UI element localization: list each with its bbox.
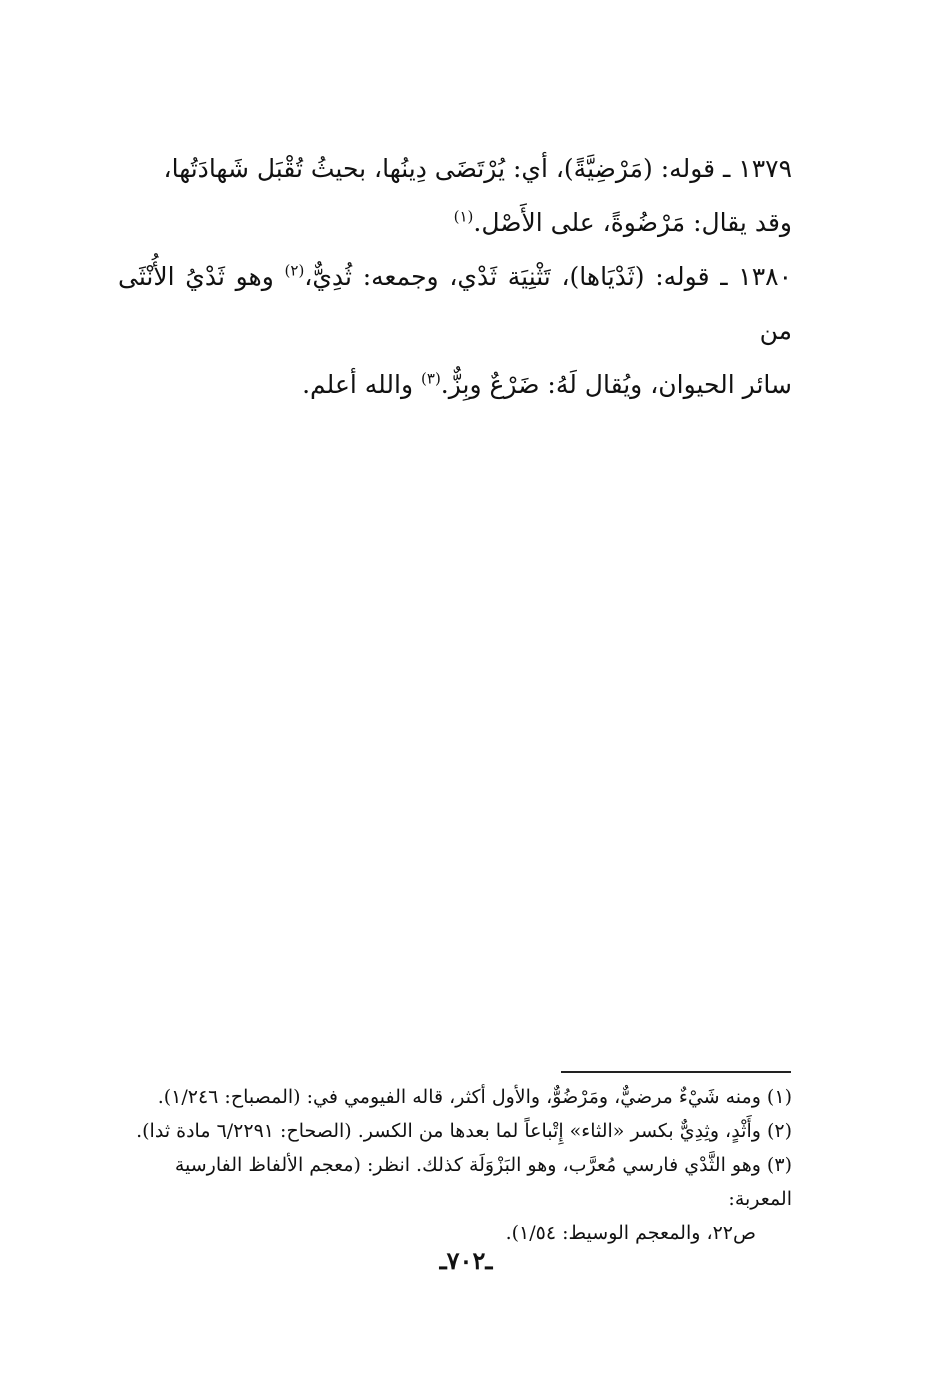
paragraph-line: سائر الحيوان، ويُقال لَهُ: ضَرْعٌ وبِزٌّ. bbox=[440, 370, 792, 399]
footnotes bbox=[118, 1080, 792, 1250]
footnote-reference[interactable]: (١) bbox=[453, 207, 474, 226]
paragraph-line: وهو ثَدْيُ الأُنْثَى من bbox=[118, 262, 792, 345]
main-text bbox=[118, 142, 792, 412]
paragraph-line: ١٣٧٩ ـ قوله: (مَرْضِيَّةً)، أي: يُرْتَضَى دِينُها، بحيثُ تُقْبَل شَهادَتُها، bbox=[163, 154, 792, 183]
paragraph-line: ١٣٨٠ ـ قوله: (ثَدْيَاها)، تَثْنِيَة ثَدْي، وجمعه: ثُدِيٌّ، bbox=[304, 262, 792, 291]
paragraph-1379 bbox=[118, 142, 792, 250]
footnote-3: (٣) وهو الثَّدْي فارسي مُعرَّب، وهو البَزْوَلَة كذلك. انظر: (معجم الألفاظ الفارسية المعربة: bbox=[174, 1154, 792, 1210]
footnote-divider bbox=[561, 1071, 791, 1073]
footnote-reference[interactable]: (٢) bbox=[284, 261, 305, 280]
footnote-1: (١) ومنه شَيْءٌ مرضيٌّ، ومَرْضُوٌّ، والأول أكثر، قاله الفيومي في: (المصباح: ١/٢٤٦). bbox=[157, 1086, 792, 1108]
page-number: ـ٧٠٢ـ bbox=[439, 1246, 493, 1275]
footnote-3-continued: ص٢٢، والمعجم الوسيط: ١/٥٤). bbox=[505, 1222, 756, 1244]
paragraph-line: والله أعلم. bbox=[302, 370, 422, 399]
footnote-reference[interactable]: (٣) bbox=[421, 369, 441, 388]
paragraph-1380 bbox=[118, 250, 792, 412]
paragraph-line: وقد يقال: مَرْضُوةً، على الأَصْل. bbox=[473, 208, 792, 237]
footnote-2: (٢) وأَثْدٍ، وثِدِيٌّ بكسر «الثاء» إِتْباعاً لما بعدها من الكسر. (الصحاح: ٦/٢٢٩١ مادة ثدا). bbox=[136, 1120, 792, 1142]
